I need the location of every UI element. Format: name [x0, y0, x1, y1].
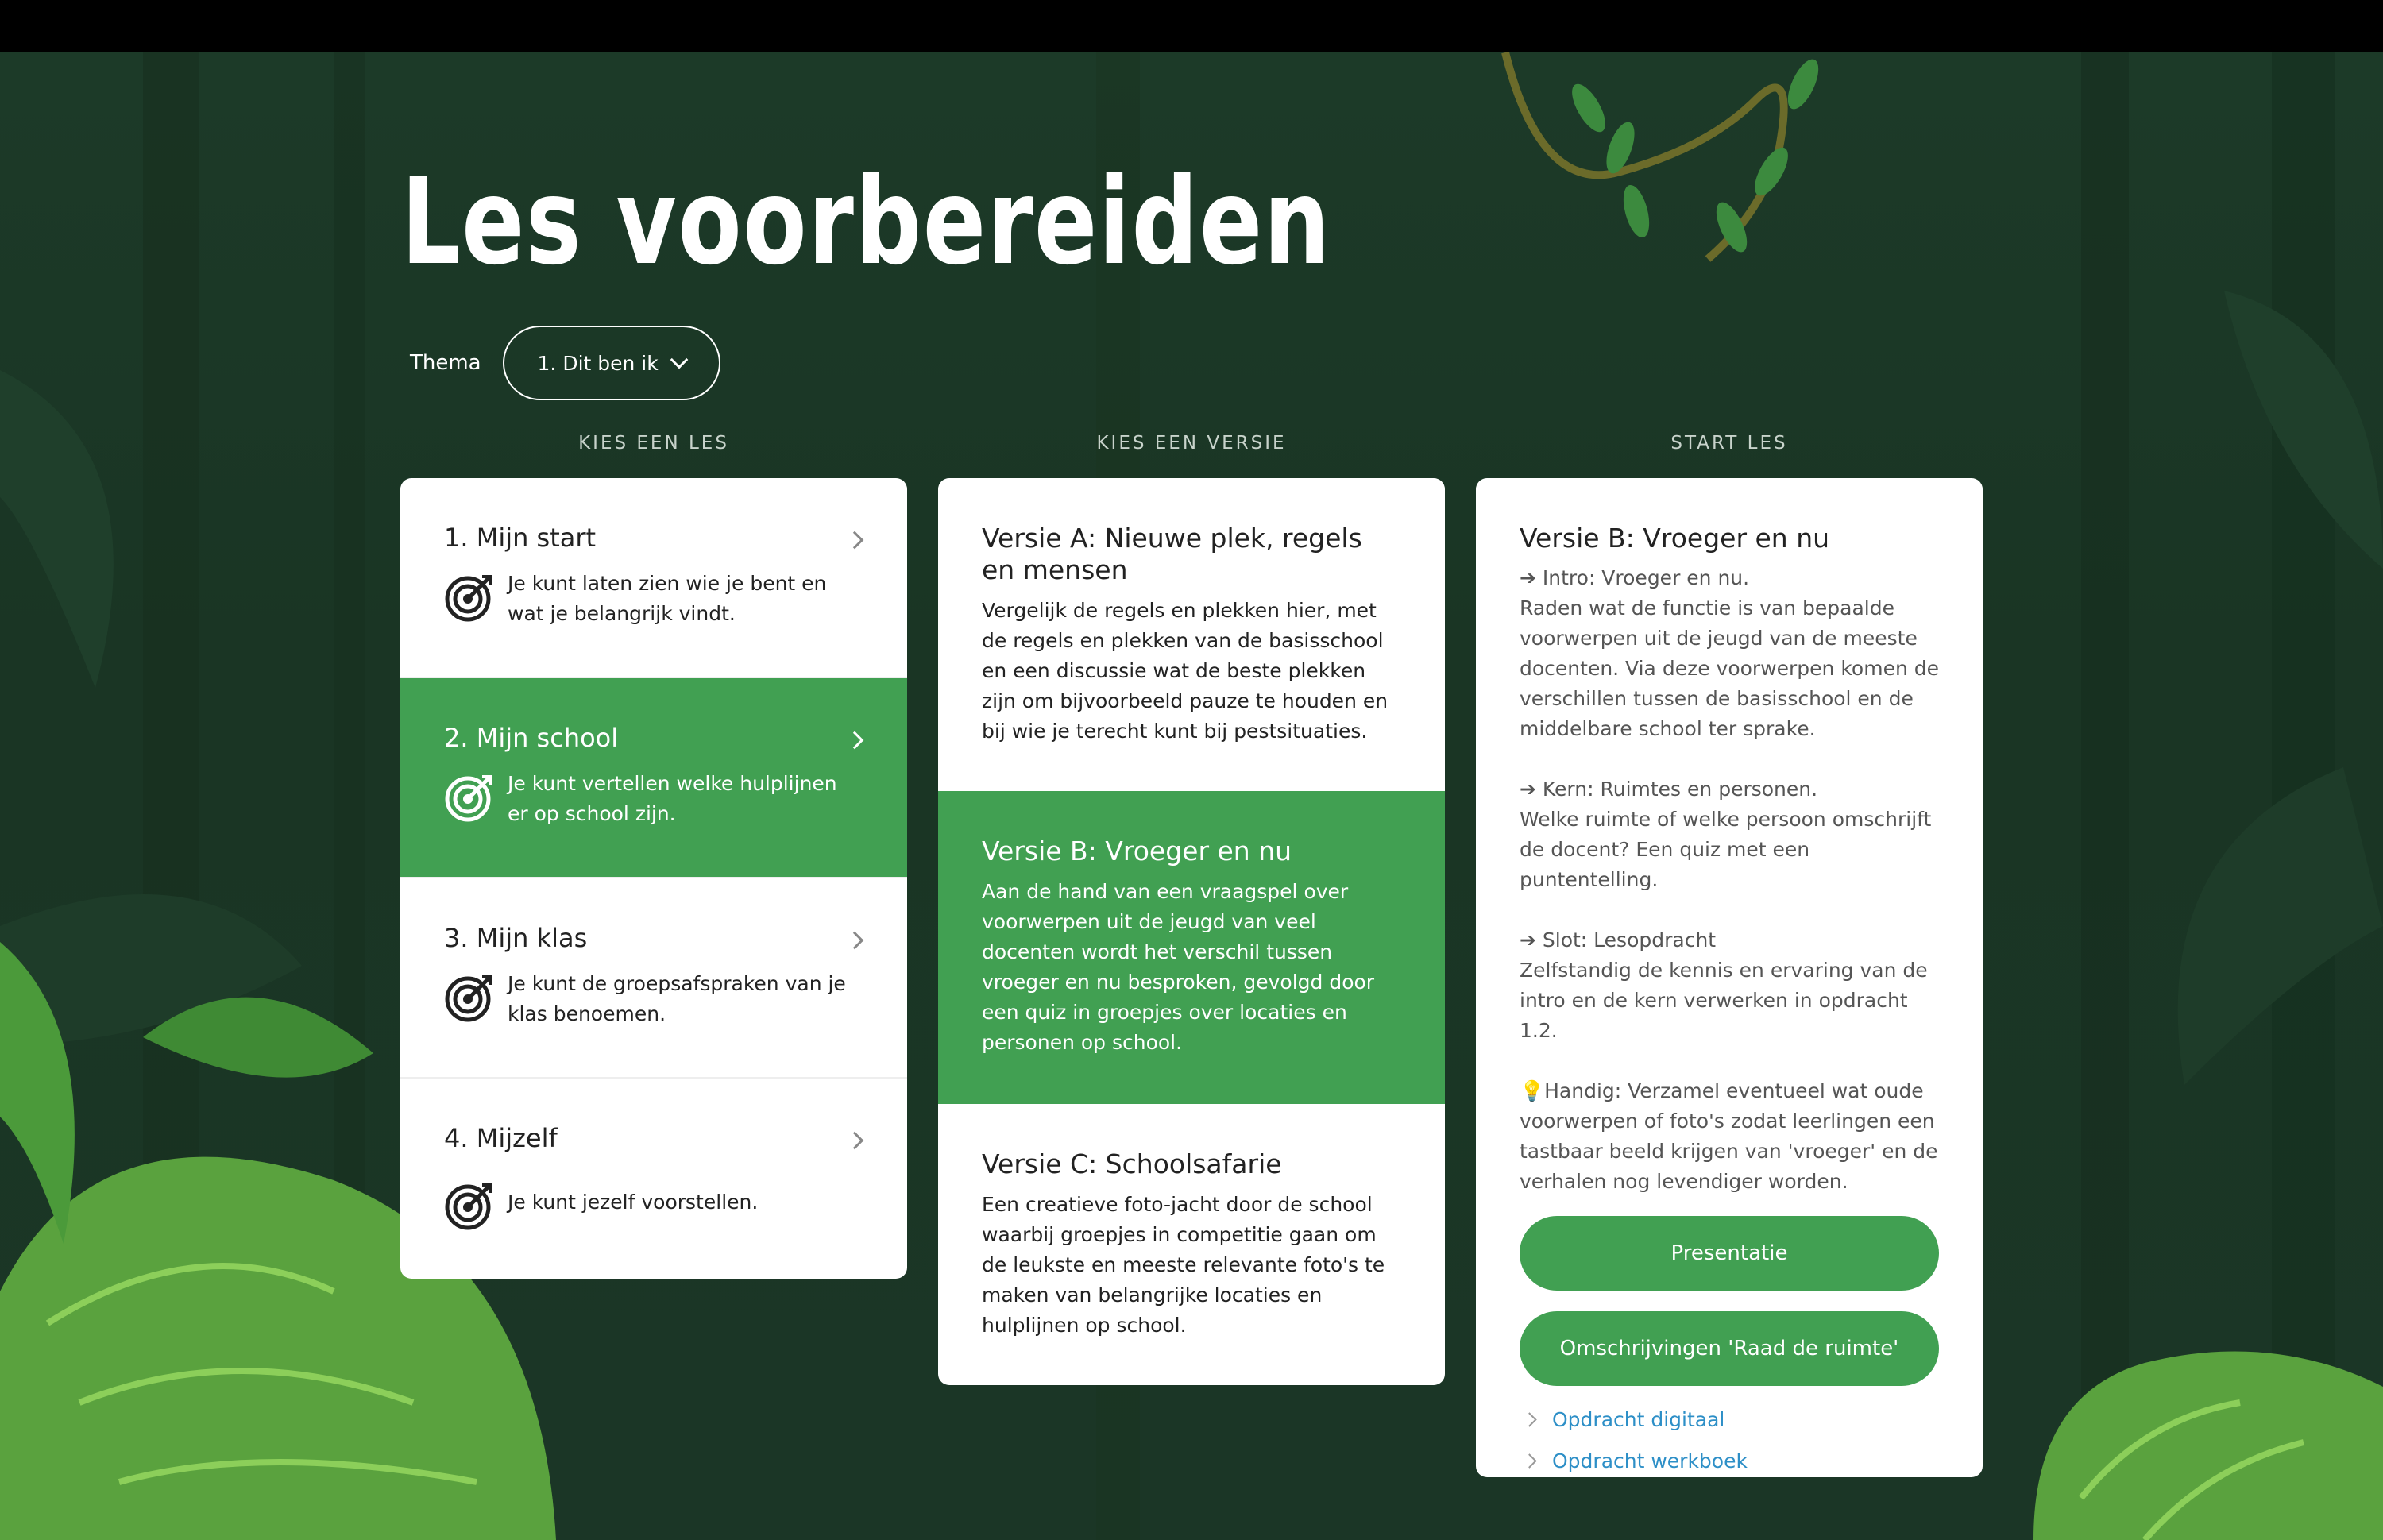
chevron-right-icon: [1522, 1453, 1536, 1468]
version-title: Versie B: Vroeger en nu: [982, 836, 1292, 866]
kern-text: Welke ruimte of welke persoon omschrijft de docent? Een quiz met een puntentelling.: [1520, 808, 1932, 891]
version-title: Versie C: Schoolsafarie: [982, 1148, 1282, 1179]
column-header-lessons: KIES EEN LES: [578, 433, 729, 454]
page-title: Les voorbereiden: [401, 153, 1331, 291]
opdracht-digitaal-link[interactable]: [1520, 1399, 1939, 1440]
start-lesson-card: [1476, 478, 1983, 1477]
kern-heading: ➔ Kern: Ruimtes en personen.: [1520, 778, 1818, 801]
opdracht-werkboek-link[interactable]: [1520, 1440, 1939, 1477]
presentatie-button[interactable]: Presentatie: [1520, 1216, 1939, 1291]
target-icon: [444, 572, 495, 623]
slot-heading: ➔ Slot: Lesopdracht: [1520, 928, 1717, 951]
column-header-start: START LES: [1670, 433, 1788, 454]
version-description: Een creatieve foto-jacht door de school waarbij groepjes in competitie gaan om de leukste en meeste relevante foto's te maken van belangrijke locaties en hulplijnen op school.: [982, 1193, 1385, 1337]
version-title: Versie A: Nieuwe plek, regels en mensen: [982, 523, 1362, 585]
lesson-item-2[interactable]: [400, 678, 907, 878]
lesson-goal: Je kunt de groepsafspraken van je klas benoemen.: [508, 972, 846, 1025]
intro-heading: ➔ Intro: Vroeger en nu.: [1520, 566, 1750, 589]
lesson-goal: Je kunt vertellen welke hulplijnen er op school zijn.: [508, 772, 837, 825]
tip-text: 💡Handig: Verzamel eventueel wat oude voorwerpen of foto's zodat leerlingen een tastbaar beeld krijgen van 'vroeger' en de verhalen nog levendiger worden.: [1520, 1079, 1938, 1193]
lesson-item-1[interactable]: [400, 478, 907, 678]
version-item-a[interactable]: [938, 478, 1445, 791]
chevron-down-icon: [670, 351, 688, 369]
lesson-goal: Je kunt jezelf voorstellen.: [508, 1191, 759, 1214]
chevron-right-icon: [1522, 1412, 1536, 1426]
link-label: Opdracht werkboek: [1552, 1449, 1748, 1472]
theme-selected-value: 1. Dit ben ik: [537, 351, 659, 375]
version-description: Aan de hand van een vraagspel over voorwerpen uit de jeugd van veel docenten wordt het verschil tussen vroeger en nu besproken, gevolgd door een quiz in groepjes over locaties en personen op school.: [982, 880, 1375, 1054]
version-item-b[interactable]: [938, 791, 1445, 1104]
lesson-item-4[interactable]: [400, 1079, 907, 1279]
theme-dropdown[interactable]: [503, 326, 720, 400]
lessons-card: [400, 478, 907, 1279]
versions-card: [938, 478, 1445, 1385]
target-icon: [444, 772, 495, 823]
lesson-title: 1. Mijn start: [444, 523, 597, 553]
browser-top-bar: [0, 0, 2383, 52]
lesson-goal: Je kunt laten zien wie je bent en wat je belangrijk vindt.: [508, 572, 827, 625]
start-description: [1520, 563, 1939, 1197]
slot-text: Zelfstandig de kennis en ervaring van de intro en de kern verwerken in opdracht 1.2.: [1520, 959, 1928, 1042]
theme-label: Thema: [410, 351, 481, 375]
lesson-title: 3. Mijn klas: [444, 923, 588, 953]
column-header-versions: KIES EEN VERSIE: [1096, 433, 1287, 454]
target-icon: [444, 972, 495, 1023]
version-item-c[interactable]: [938, 1104, 1445, 1385]
start-title: Versie B: Vroeger en nu: [1520, 523, 1830, 554]
lesson-title: 4. Mijzelf: [444, 1123, 558, 1153]
lesson-title: 2. Mijn school: [444, 723, 619, 753]
version-description: Vergelijk de regels en plekken hier, met de regels en plekken van de basisschool en een discussie wat de beste plekken zijn om bijvoorbeeld pauze te houden en bij wie je terecht kunt bij pestsituaties.: [982, 599, 1388, 743]
omschrijvingen-button[interactable]: Omschrijvingen 'Raad de ruimte': [1520, 1311, 1939, 1386]
link-label: Opdracht digitaal: [1552, 1407, 1725, 1431]
lesson-item-3[interactable]: [400, 878, 907, 1079]
target-icon: [444, 1180, 495, 1231]
intro-text: Raden wat de functie is van bepaalde voorwerpen uit de jeugd van de meeste docenten. Via deze voorwerpen komen de verschillen tussen de basisschool en de middelbare school ter sprake.: [1520, 596, 1939, 740]
theme-selector: [410, 326, 720, 400]
